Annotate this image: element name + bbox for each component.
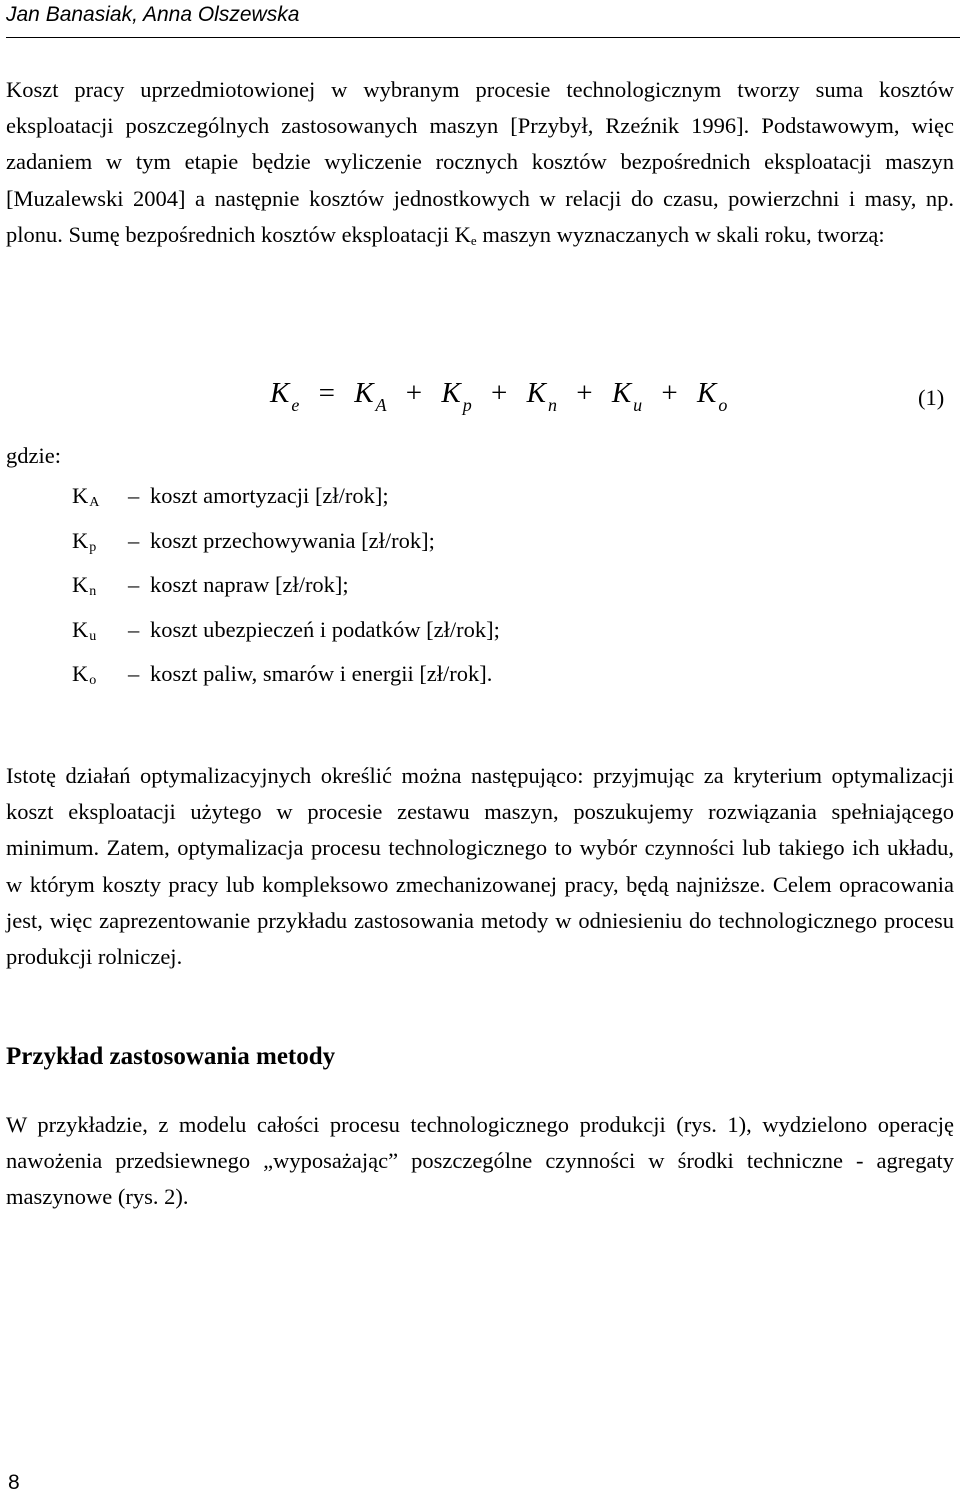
paragraph-example: W przykładzie, z modelu całości procesu technologicznego produkcji (rys. 1), wydzielono operację nawożenia przedsiewnego „wyposażając” poszczególne czynności w środki techniczne - agregaty maszynowe (rys. 2). [6,1112,954,1210]
symbol-subscript: p [89,539,97,555]
equation-symbol: K [526,377,546,409]
definition-dash: – [128,616,140,642]
equation-number: (1) [918,385,945,410]
equation-subscript: o [718,395,728,415]
equation-1 [270,373,727,416]
equation-subscript: n [547,395,557,415]
symbol-subscript: n [89,584,97,599]
definition-symbol [72,523,96,566]
page-number: 8 [8,1471,20,1494]
symbol-letter: K [72,661,89,686]
plus-sign: + [491,377,508,409]
plus-sign: + [405,377,423,409]
paragraph-cost-intro [6,72,954,259]
equation-subscript: A [375,395,387,415]
symbol-letter: K [72,483,89,508]
plus-sign: + [661,377,678,409]
equation-symbol: K [354,377,374,409]
definition-symbol [72,567,96,610]
section-heading: Przykład zastosowania metody [6,1043,336,1070]
running-head-authors: Jan Banasiak, Anna Olszewska [6,3,300,26]
definition-symbol [72,612,96,655]
equation-subscript: e [291,395,300,415]
where-label: gdzie: [6,443,61,468]
paragraph-optimization: Istotę działań optymalizacyjnych określić można następująco: przyjmując za kryterium optymalizacji koszt eksploatacji użytego w procesie zestawu maszyn, poszukujemy rozwiązania spełniającego minimum. Zatem, optymalizacja procesu technologicznego to wybór czynności lub takiego ich układu, w którym koszty pracy lub kompleksowo zmechanizowanej pracy, będą najniższe. Celem opracowania jest, więc zaprezentowanie przykładu zastosowania metody w odniesieniu do technologicznego procesu produkcji rolniczej. [6,763,954,970]
plus-sign: + [576,377,593,409]
definition-dash: – [128,483,140,508]
definition-text: koszt napraw [zł/rok]; [150,572,349,597]
definition-dash: – [128,661,140,686]
equals-sign: = [318,377,335,409]
definition-dash: – [128,572,140,597]
symbol-letter: K [72,527,89,553]
definition-text: koszt amortyzacji [zł/rok]; [150,483,389,508]
paragraph-text: Koszt pracy uprzedmiotowionej w wybranym procesie technologicznym tworzy suma kosztów eksploatacji poszczególnych zastosowanych maszyn [Przybył, Rzeźnik 1996]. Podstawowym, więc zadaniem w tym etapie będzie wyliczenie rocznych kosztów bezpośrednich eksploatacji maszyn [Muzalewski 2004] a następnie kosztów jednostkowych w relacji do czasu, powierzchni i masy, np. plonu. Sumę bezpośrednich kosztów eksploatacji K [6,77,954,247]
paragraph-text: maszyn wyznaczanych w skali roku, tworzą: [476,221,885,247]
symbol-subscript: o [89,673,97,688]
equation-symbol: K [611,377,632,409]
symbol-subscript: A [89,495,100,510]
definition-text: koszt przechowywania [zł/rok]; [150,527,435,553]
definition-symbol [72,656,96,699]
symbol-subscript: u [89,628,97,644]
equation-symbol: K [697,377,717,409]
equation-subscript: u [633,395,643,415]
symbol-letter: K [72,572,89,597]
header-rule [6,37,960,38]
definition-dash: – [128,527,140,553]
equation-symbol: K [441,377,461,409]
equation-symbol: K [270,377,290,409]
definition-text: koszt paliw, smarów i energii [zł/rok]. [150,661,493,686]
definition-symbol [72,478,99,521]
subscript-e: e [470,232,477,248]
symbol-letter: K [72,616,89,642]
definition-text: koszt ubezpieczeń i podatków [zł/rok]; [150,616,500,642]
equation-subscript: p [462,395,472,415]
